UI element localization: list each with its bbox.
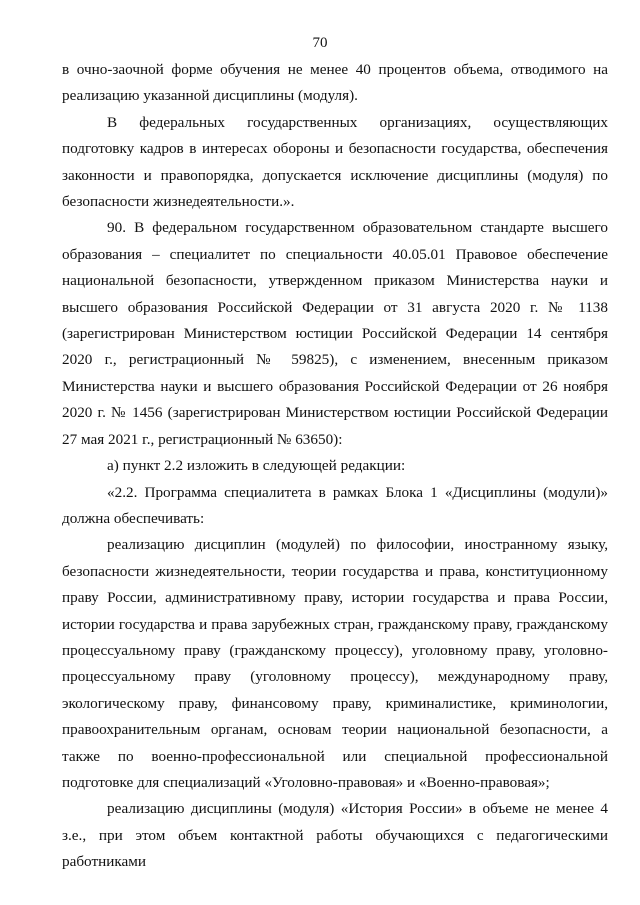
paragraph-subitem-a: а) пункт 2.2 изложить в следующей редакции: bbox=[107, 457, 406, 475]
page-number: 70 bbox=[312, 35, 328, 51]
document-body bbox=[62, 57, 608, 876]
paragraph-disciplines-list: реализацию дисциплин (модулей) по философии, иностранному языку, безопасности жизнедеятельности, теории государства и права, конституционному праву России, административному праву, истории государства и права России, истории государства и права зарубежных стран, гражданскому праву, гражданскому процессуальному праву (гражданскому процессу), уголовному праву, уголовно-процессуальному праву (уголовному процессу), международному праву, экологическому праву, финансовому праву, криминалистике, криминологии, правоохранительным органам, основам теории национальной безопасности, а также по военно-профессиональной или специальной профессиональной подготовке для специализаций «Уголовно-правовая» и «Военно-правовая»; bbox=[62, 536, 608, 791]
paragraph-federal-organizations: В федеральных государственных организациях, осуществляющих подготовку кадров в интересах обороны и безопасности государства, обеспечения законности и правопорядка, допускается исключение дисциплины (модуля) по безопасности жизнедеятельности.». bbox=[62, 113, 608, 211]
paragraph-continuation: в очно-заочной форме обучения не менее 40 процентов объема, отводимого на реализацию указанной дисциплины (модуля). bbox=[62, 61, 608, 105]
paragraph-clause-2-2: «2.2. Программа специалитета в рамках Блока 1 «Дисциплины (модули)» должна обеспечивать: bbox=[62, 483, 608, 527]
paragraph-history-of-russia: реализацию дисциплины (модуля) «История России» в объеме не менее 4 з.е., при этом объем контактной работы обучающихся с педагогическими работниками bbox=[62, 800, 608, 871]
paragraph-item-90: 90. В федеральном государственном образовательном стандарте высшего образования – специалитет по специальности 40.05.01 Правовое обеспечение национальной безопасности, утвержденном приказом Министерства науки и высшего образования Российской Федерации от 31 августа 2020 г. № 1138 (зарегистрирован Министерством юстиции Российской Федерации 14 сентября 2020 г., регистрационный № 59825), с изменением, внесенным приказом Министерства науки и высшего образования Российской Федерации от 26 ноября 2020 г. № 1456 (зарегистрирован Министерством юстиции Российской Федерации 27 мая 2021 г., регистрационный № 63650): bbox=[62, 219, 608, 448]
